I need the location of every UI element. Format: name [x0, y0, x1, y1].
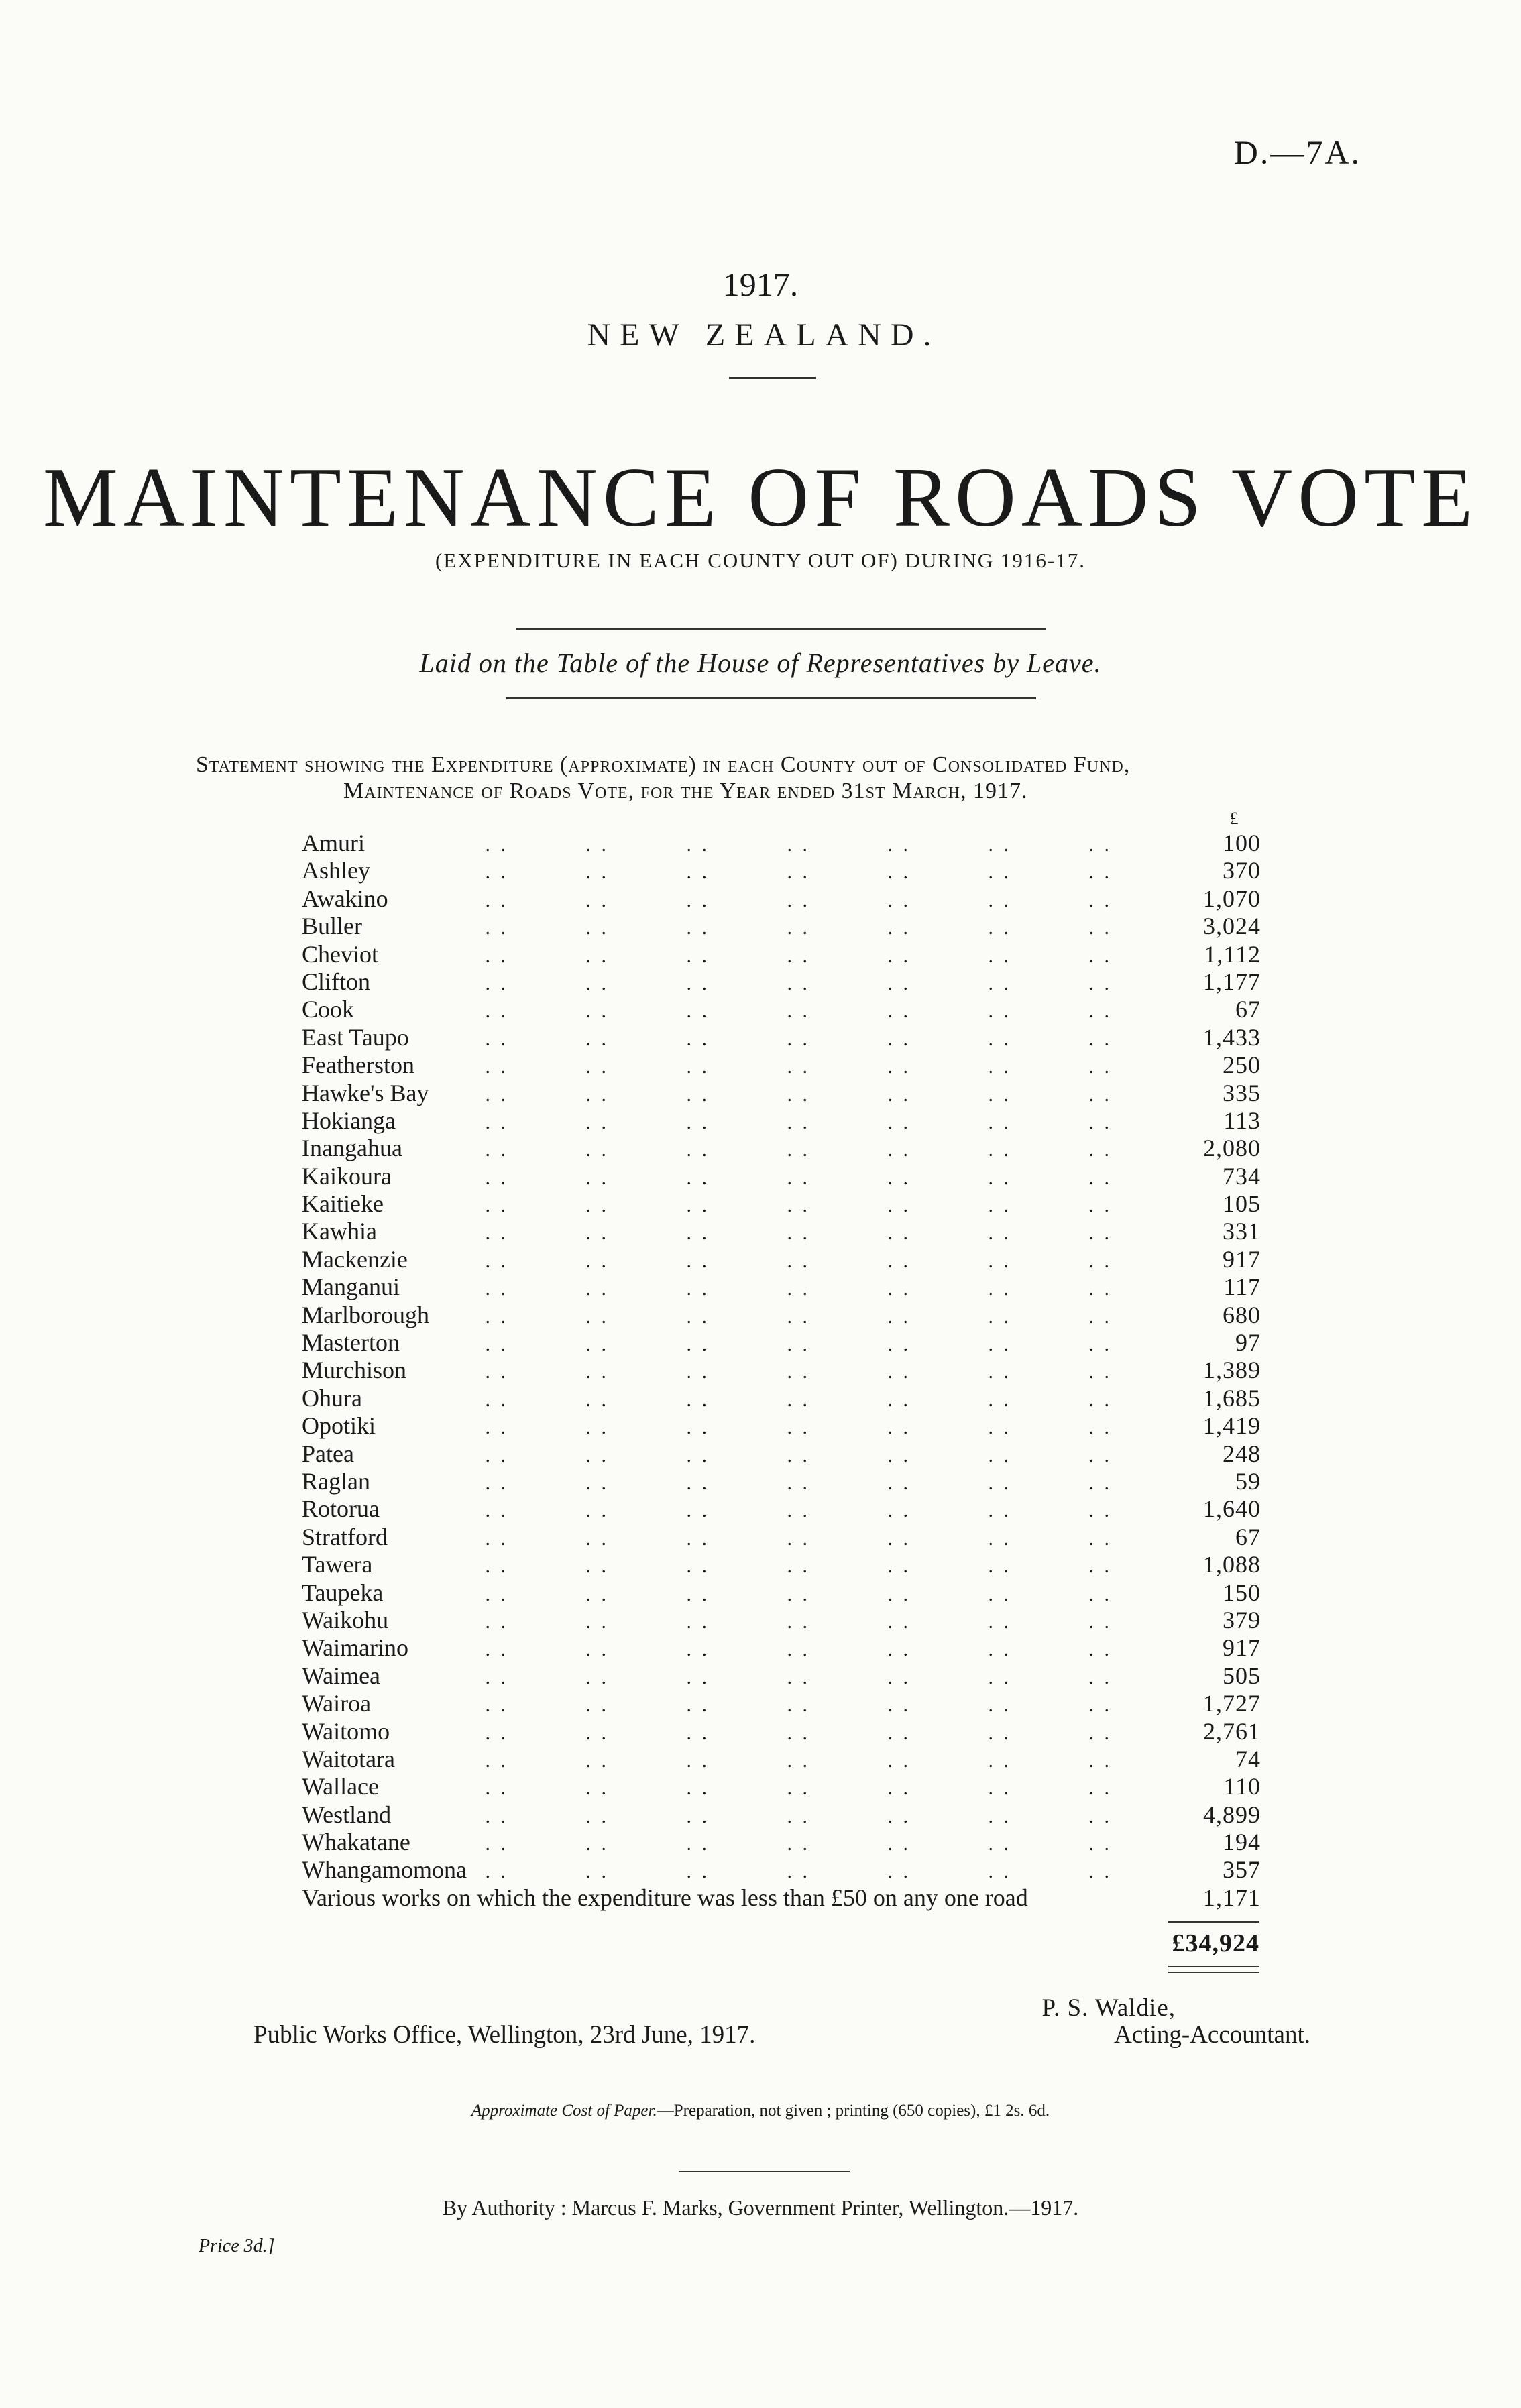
leader-dots: . . . . . . . . . . . . . .: [485, 1555, 1112, 1578]
county-name: Waimarino: [302, 1634, 412, 1662]
statement-heading-line-1: Statement showing the Expenditure (approximate) in each County out of Consolidated Fund,: [196, 752, 1131, 777]
leader-dots: . . . . . . . . . . . . . .: [485, 888, 1112, 911]
table-row: [302, 1135, 1261, 1162]
divider-1: [729, 377, 816, 379]
county-name: Patea: [302, 1440, 358, 1468]
year: 1917.: [722, 266, 799, 303]
county-name: Waitomo: [302, 1718, 394, 1745]
table-row: [302, 1246, 1261, 1273]
leader-dots: . . . . . . . . . . . . . .: [485, 1721, 1112, 1744]
leader-dots: . . . . . . . . . . . . . .: [485, 917, 1112, 939]
leader-dots: . . . . . . . . . . . . . .: [485, 1333, 1112, 1356]
county-amount: 917: [1167, 1634, 1261, 1662]
county-name: Rotorua: [302, 1495, 384, 1523]
currency-symbol: £: [1229, 809, 1239, 828]
county-amount: 250: [1167, 1051, 1261, 1079]
leader-dots: . . . . . . . . . . . . . .: [485, 1277, 1112, 1300]
leader-dots: . . . . . . . . . . . . . .: [485, 1749, 1112, 1772]
county-amount: 113: [1167, 1107, 1261, 1135]
leader-dots: . . . . . . . . . . . . . .: [485, 1804, 1112, 1827]
leader-dots: . . . . . . . . . . . . . .: [485, 1222, 1112, 1245]
leader-dots: . . . . . . . . . . . . . .: [485, 1777, 1112, 1800]
leader-dots: . . . . . . . . . . . . . .: [485, 1833, 1112, 1855]
leader-dots: . . . . . . . . . . . . . .: [485, 1666, 1112, 1688]
county-name: Whakatane: [302, 1829, 414, 1856]
laid-on-table-note: Laid on the Table of the House of Representatives by Leave.: [419, 648, 1102, 678]
table-row: [302, 857, 1261, 884]
table-row: [302, 1579, 1261, 1607]
leader-dots: . . . . . . . . . . . . . .: [485, 1027, 1112, 1050]
county-name: Clifton: [302, 968, 374, 996]
table-row: [302, 1884, 1261, 1912]
county-amount: 74: [1167, 1745, 1261, 1773]
leader-dots: . . . . . . . . . . . . . .: [485, 1444, 1112, 1467]
county-amount: 1,433: [1167, 1024, 1261, 1051]
county-name: Tawera: [302, 1551, 376, 1579]
county-amount: 117: [1167, 1273, 1261, 1301]
leader-dots: . . . . . . . . . . . . . .: [485, 1388, 1112, 1411]
page-title: MAINTENANCE OF ROADS VOTE: [42, 451, 1479, 544]
total-rule-double-2: [1168, 1972, 1259, 1973]
leader-dots: . . . . . . . . . . . . . .: [485, 1000, 1112, 1023]
table-row: [302, 1412, 1261, 1440]
leader-dots: . . . . . . . . . . . . . .: [485, 1166, 1112, 1189]
table-row: [302, 1829, 1261, 1856]
county-name: Manganui: [302, 1273, 404, 1301]
county-amount: 248: [1167, 1440, 1261, 1468]
table-row: [302, 1107, 1261, 1135]
county-amount: 335: [1167, 1080, 1261, 1107]
county-name: Kawhia: [302, 1218, 381, 1245]
leader-dots: . . . . . . . . . . . . . .: [485, 1638, 1112, 1661]
total-rule-double-1: [1168, 1966, 1259, 1967]
table-row: [302, 1495, 1261, 1523]
table-row: [302, 1718, 1261, 1745]
county-name: Inangahua: [302, 1135, 406, 1162]
leader-dots: . . . . . . . . . . . . . .: [485, 1361, 1112, 1383]
county-name: Kaikoura: [302, 1163, 396, 1190]
cost-of-paper-note: [0, 2102, 1521, 2120]
printer-authority: By Authority : Marcus F. Marks, Government Printer, Wellington.—1917.: [442, 2195, 1079, 2220]
country: NEW ZEALAND.: [587, 317, 941, 353]
county-name: Taupeka: [302, 1579, 387, 1607]
county-name: Murchison: [302, 1357, 410, 1384]
grand-total: £34,924: [1172, 1929, 1259, 1957]
divider-3: [506, 697, 1036, 699]
cost-text: —Preparation, not given ; printing (650 copies), £1 2s. 6d.: [657, 2102, 1050, 2120]
county-name: Hawke's Bay: [302, 1080, 433, 1107]
table-row: [302, 913, 1261, 940]
county-amount: 331: [1167, 1218, 1261, 1245]
county-amount: 1,088: [1167, 1551, 1261, 1579]
leader-dots: . . . . . . . . . . . . . .: [485, 1610, 1112, 1633]
county-amount: 1,112: [1167, 941, 1261, 968]
county-name: Amuri: [302, 829, 369, 857]
document-reference: D.—7A.: [1233, 133, 1361, 171]
county-name: Raglan: [302, 1468, 374, 1495]
county-amount: 1,685: [1167, 1385, 1261, 1412]
leader-dots: . . . . . . . . . . . . . .: [485, 1249, 1112, 1272]
county-amount: 110: [1167, 1773, 1261, 1800]
table-row: [302, 1385, 1261, 1412]
county-amount: 150: [1167, 1579, 1261, 1607]
county-name: Stratford: [302, 1524, 392, 1551]
county-name: East Taupo: [302, 1024, 413, 1051]
leader-dots: . . . . . . . . . . . . . .: [485, 834, 1112, 856]
table-row: [302, 1051, 1261, 1079]
county-amount: 1,171: [1167, 1884, 1261, 1912]
table-row: [302, 1024, 1261, 1051]
county-name: Mackenzie: [302, 1246, 412, 1273]
county-name: Various works on which the expenditure was less than £50 on any one road: [302, 1884, 1032, 1912]
county-amount: 2,080: [1167, 1135, 1261, 1162]
table-row: [302, 1329, 1261, 1357]
signatory-name: P. S. Waldie,: [1041, 1994, 1176, 2022]
table-row: [302, 1468, 1261, 1495]
leader-dots: . . . . . . . . . . . . . .: [485, 1194, 1112, 1217]
county-name: Wallace: [302, 1773, 383, 1800]
leader-dots: . . . . . . . . . . . . . .: [485, 1694, 1112, 1717]
table-row: [302, 1551, 1261, 1579]
county-amount: 97: [1167, 1329, 1261, 1357]
cost-label: Approximate Cost of Paper.: [471, 2102, 657, 2120]
table-row: [302, 1273, 1261, 1301]
county-name: Waikohu: [302, 1607, 392, 1634]
county-amount: 194: [1167, 1829, 1261, 1856]
county-amount: 734: [1167, 1163, 1261, 1190]
leader-dots: . . . . . . . . . . . . . .: [485, 1499, 1112, 1522]
leader-dots: . . . . . . . . . . . . . .: [485, 944, 1112, 967]
table-row: [302, 941, 1261, 968]
table-row: [302, 1773, 1261, 1800]
county-name: Westland: [302, 1801, 395, 1829]
county-expenditure-table: [302, 829, 1261, 1912]
table-row: [302, 1357, 1261, 1384]
leader-dots: . . . . . . . . . . . . . .: [485, 1055, 1112, 1078]
county-name: Featherston: [302, 1051, 418, 1079]
statement-heading-line-2: Maintenance of Roads Vote, for the Year ended 31st March, 1917.: [343, 779, 1028, 803]
county-amount: 370: [1167, 857, 1261, 884]
county-name: Ashley: [302, 857, 374, 884]
table-row: [302, 1080, 1261, 1107]
county-amount: 105: [1167, 1190, 1261, 1218]
leader-dots: . . . . . . . . . . . . . .: [485, 1583, 1112, 1605]
table-row: [302, 996, 1261, 1023]
leader-dots: . . . . . . . . . . . . . .: [485, 1860, 1112, 1883]
county-name: Kaitieke: [302, 1190, 388, 1218]
table-row: [302, 1634, 1261, 1662]
county-amount: 379: [1167, 1607, 1261, 1634]
county-amount: 1,070: [1167, 885, 1261, 913]
table-row: [302, 1440, 1261, 1468]
county-name: Waitotara: [302, 1745, 399, 1773]
leader-dots: . . . . . . . . . . . . . .: [485, 1471, 1112, 1494]
county-amount: 67: [1167, 996, 1261, 1023]
divider-2: [516, 628, 1046, 630]
table-row: [302, 1856, 1261, 1884]
leader-dots: . . . . . . . . . . . . . .: [485, 861, 1112, 884]
county-amount: 1,640: [1167, 1495, 1261, 1523]
county-amount: 680: [1167, 1302, 1261, 1329]
leader-dots: . . . . . . . . . . . . . .: [485, 1527, 1112, 1550]
county-name: Waimea: [302, 1662, 384, 1690]
table-row: [302, 1302, 1261, 1329]
county-amount: 1,389: [1167, 1357, 1261, 1384]
county-amount: 59: [1167, 1468, 1261, 1495]
county-name: Masterton: [302, 1329, 404, 1357]
county-amount: 3,024: [1167, 913, 1261, 940]
signatory-title: Acting-Accountant.: [1114, 2021, 1310, 2049]
table-row: [302, 968, 1261, 996]
table-row: [302, 1662, 1261, 1690]
county-amount: 357: [1167, 1856, 1261, 1884]
page-subtitle: (EXPENDITURE IN EACH COUNTY OUT OF) DURING 1916-17.: [435, 549, 1086, 572]
divider-4: [679, 2171, 850, 2172]
table-row: [302, 1801, 1261, 1829]
county-amount: 1,727: [1167, 1690, 1261, 1717]
leader-dots: . . . . . . . . . . . . . .: [485, 1110, 1112, 1133]
county-name: Whangamomona: [302, 1856, 471, 1884]
leader-dots: . . . . . . . . . . . . . .: [485, 1083, 1112, 1106]
county-name: Hokianga: [302, 1107, 400, 1135]
county-name: Awakino: [302, 885, 392, 913]
county-amount: 1,419: [1167, 1412, 1261, 1440]
county-name: Opotiki: [302, 1412, 380, 1440]
leader-dots: . . . . . . . . . . . . . .: [485, 1416, 1112, 1439]
county-amount: 505: [1167, 1662, 1261, 1690]
table-row: [302, 1163, 1261, 1190]
table-row: [302, 1745, 1261, 1773]
county-amount: 4,899: [1167, 1801, 1261, 1829]
county-amount: 917: [1167, 1246, 1261, 1273]
table-row: [302, 1190, 1261, 1218]
county-amount: 2,761: [1167, 1718, 1261, 1745]
county-amount: 1,177: [1167, 968, 1261, 996]
office-and-date: Public Works Office, Wellington, 23rd June, 1917.: [253, 2021, 756, 2049]
leader-dots: . . . . . . . . . . . . . .: [485, 1139, 1112, 1161]
price: Price 3d.]: [199, 2236, 275, 2256]
county-name: Cook: [302, 996, 358, 1023]
leader-dots: . . . . . . . . . . . . . .: [485, 972, 1112, 994]
county-amount: 100: [1167, 829, 1261, 857]
table-row: [302, 1690, 1261, 1717]
county-name: Marlborough: [302, 1302, 433, 1329]
county-name: Wairoa: [302, 1690, 375, 1717]
county-name: Ohura: [302, 1385, 366, 1412]
county-name: Buller: [302, 913, 366, 940]
table-row: [302, 885, 1261, 913]
table-row: [302, 1524, 1261, 1551]
table-row: [302, 829, 1261, 857]
county-amount: 67: [1167, 1524, 1261, 1551]
total-rule-top: [1168, 1921, 1259, 1923]
table-row: [302, 1218, 1261, 1245]
county-name: Cheviot: [302, 941, 382, 968]
leader-dots: . . . . . . . . . . . . . .: [485, 1305, 1112, 1328]
table-row: [302, 1607, 1261, 1634]
